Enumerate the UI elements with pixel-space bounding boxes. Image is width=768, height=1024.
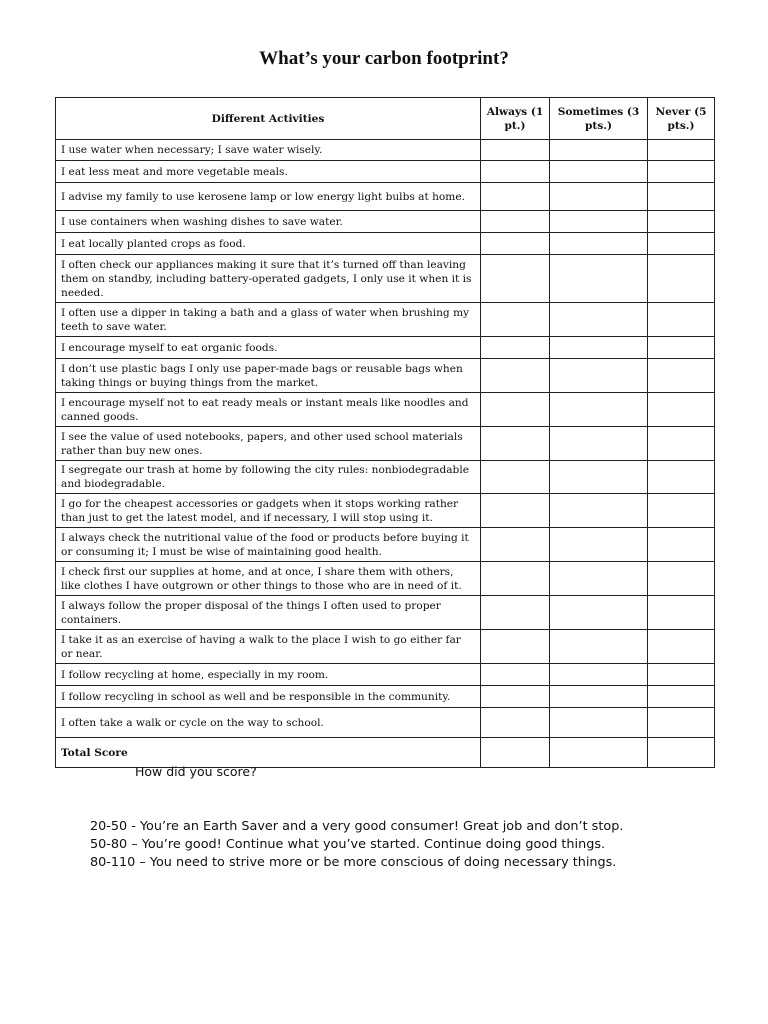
activity-row (56, 708, 715, 738)
never-cell[interactable] (648, 359, 715, 393)
sometimes-cell[interactable] (550, 233, 648, 255)
activity-row (56, 140, 715, 161)
activity-text: I follow recycling in school as well and be responsible in the community. (56, 686, 481, 708)
never-cell[interactable] (648, 183, 715, 211)
activity-text: I follow recycling at home, especially in my room. (56, 664, 481, 686)
never-cell[interactable] (648, 630, 715, 664)
always-cell[interactable] (481, 393, 550, 427)
activity-text: I often check our appliances making it sure that it’s turned off than leaving them on standby, including battery-operated gadgets, I only use it when it is needed. (56, 255, 481, 303)
activity-text: I segregate our trash at home by following the city rules: nonbiodegradable and biodegradable. (56, 461, 481, 494)
activity-text: I eat less meat and more vegetable meals. (56, 161, 481, 183)
score-question: How did you score? (135, 764, 257, 779)
activity-row (56, 686, 715, 708)
activity-text: I often take a walk or cycle on the way to school. (56, 708, 481, 738)
always-cell[interactable] (481, 140, 550, 161)
score-legend (90, 818, 623, 872)
total-row (56, 738, 715, 768)
activity-text: I use water when necessary; I save water wisely. (56, 140, 481, 161)
page-title: What’s your carbon footprint? (259, 48, 509, 69)
header-always: Always (1 pt.) (481, 98, 550, 140)
always-cell[interactable] (481, 596, 550, 630)
never-cell[interactable] (648, 427, 715, 461)
activity-text: I check first our supplies at home, and at once, I share them with others, like clothes I have outgrown or other things to those who are in need of it. (56, 562, 481, 596)
always-cell[interactable] (481, 461, 550, 494)
legend-range-mid: 50-80 – You’re good! Continue what you’ve started. Continue doing good things. (90, 837, 606, 852)
always-cell[interactable] (481, 303, 550, 337)
total-never-cell[interactable] (648, 738, 715, 768)
activity-text: I encourage myself to eat organic foods. (56, 337, 481, 359)
sometimes-cell[interactable] (550, 393, 648, 427)
sometimes-cell[interactable] (550, 664, 648, 686)
header-never: Never (5 pts.) (648, 98, 715, 140)
total-always-cell[interactable] (481, 738, 550, 768)
sometimes-cell[interactable] (550, 303, 648, 337)
header-activities: Different Activities (56, 98, 481, 140)
activity-row (56, 161, 715, 183)
sometimes-cell[interactable] (550, 630, 648, 664)
activity-row (56, 303, 715, 337)
never-cell[interactable] (648, 211, 715, 233)
sometimes-cell[interactable] (550, 337, 648, 359)
sometimes-cell[interactable] (550, 461, 648, 494)
legend-range-high: 80-110 – You need to strive more or be more conscious of doing necessary things. (90, 855, 617, 870)
always-cell[interactable] (481, 708, 550, 738)
total-sometimes-cell[interactable] (550, 738, 648, 768)
activity-text: I go for the cheapest accessories or gadgets when it stops working rather than just to get the latest model, and if necessary, I will stop using it. (56, 494, 481, 528)
activity-text: I always check the nutritional value of the food or products before buying it or consuming it; I must be wise of maintaining good health. (56, 528, 481, 562)
always-cell[interactable] (481, 528, 550, 562)
sometimes-cell[interactable] (550, 494, 648, 528)
always-cell[interactable] (481, 211, 550, 233)
never-cell[interactable] (648, 461, 715, 494)
activity-text: I use containers when washing dishes to save water. (56, 211, 481, 233)
activity-row (56, 393, 715, 427)
activity-text: I eat locally planted crops as food. (56, 233, 481, 255)
sometimes-cell[interactable] (550, 562, 648, 596)
activity-row (56, 211, 715, 233)
sometimes-cell[interactable] (550, 427, 648, 461)
activity-row (56, 494, 715, 528)
never-cell[interactable] (648, 664, 715, 686)
activity-row (56, 255, 715, 303)
always-cell[interactable] (481, 255, 550, 303)
never-cell[interactable] (648, 708, 715, 738)
always-cell[interactable] (481, 359, 550, 393)
never-cell[interactable] (648, 140, 715, 161)
never-cell[interactable] (648, 528, 715, 562)
activity-row (56, 233, 715, 255)
activity-text: I always follow the proper disposal of the things I often used to proper containers. (56, 596, 481, 630)
total-score-label: Total Score (56, 738, 481, 768)
activity-text: I encourage myself not to eat ready meals or instant meals like noodles and canned goods. (56, 393, 481, 427)
always-cell[interactable] (481, 427, 550, 461)
never-cell[interactable] (648, 494, 715, 528)
header-row (56, 98, 715, 140)
never-cell[interactable] (648, 562, 715, 596)
activity-row (56, 359, 715, 393)
sometimes-cell[interactable] (550, 183, 648, 211)
footprint-table (55, 97, 715, 768)
activity-row (56, 562, 715, 596)
always-cell[interactable] (481, 494, 550, 528)
activity-row (56, 427, 715, 461)
never-cell[interactable] (648, 255, 715, 303)
never-cell[interactable] (648, 161, 715, 183)
activity-row (56, 337, 715, 359)
header-sometimes: Sometimes (3 pts.) (550, 98, 648, 140)
sometimes-cell[interactable] (550, 596, 648, 630)
always-cell[interactable] (481, 664, 550, 686)
always-cell[interactable] (481, 630, 550, 664)
activity-text: I don’t use plastic bags I only use paper-made bags or reusable bags when taking things or buying things from the market. (56, 359, 481, 393)
activity-row (56, 664, 715, 686)
activity-row (56, 596, 715, 630)
never-cell[interactable] (648, 303, 715, 337)
activity-row (56, 528, 715, 562)
always-cell[interactable] (481, 161, 550, 183)
sometimes-cell[interactable] (550, 359, 648, 393)
never-cell[interactable] (648, 393, 715, 427)
never-cell[interactable] (648, 686, 715, 708)
sometimes-cell[interactable] (550, 686, 648, 708)
always-cell[interactable] (481, 233, 550, 255)
always-cell[interactable] (481, 183, 550, 211)
always-cell[interactable] (481, 562, 550, 596)
activity-row (56, 183, 715, 211)
sometimes-cell[interactable] (550, 140, 648, 161)
activity-text: I see the value of used notebooks, papers, and other used school materials rather than buy new ones. (56, 427, 481, 461)
sometimes-cell[interactable] (550, 211, 648, 233)
activity-text: I often use a dipper in taking a bath and a glass of water when brushing my teeth to save water. (56, 303, 481, 337)
never-cell[interactable] (648, 596, 715, 630)
activity-text: I take it as an exercise of having a walk to the place I wish to go either far or near. (56, 630, 481, 664)
legend-range-low: 20-50 - You’re an Earth Saver and a very good consumer! Great job and don’t stop. (90, 819, 624, 834)
sometimes-cell[interactable] (550, 161, 648, 183)
activity-text: I advise my family to use kerosene lamp or low energy light bulbs at home. (56, 183, 481, 211)
always-cell[interactable] (481, 686, 550, 708)
activity-row (56, 630, 715, 664)
sometimes-cell[interactable] (550, 708, 648, 738)
activity-row (56, 461, 715, 494)
always-cell[interactable] (481, 337, 550, 359)
never-cell[interactable] (648, 233, 715, 255)
sometimes-cell[interactable] (550, 255, 648, 303)
never-cell[interactable] (648, 337, 715, 359)
sometimes-cell[interactable] (550, 528, 648, 562)
